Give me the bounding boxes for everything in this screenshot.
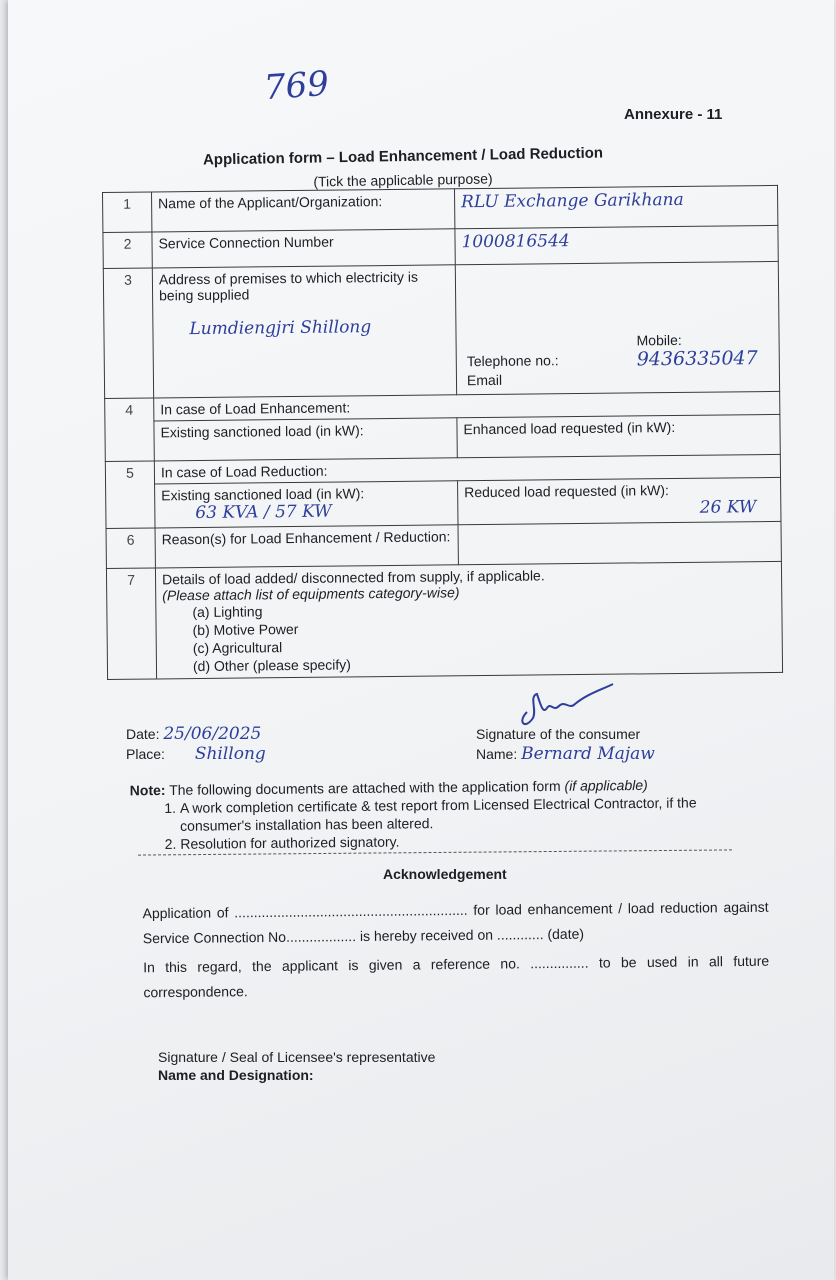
list-item: 1. A work completion certificate & test report from Licensed Electrical Contractor, if the consumer's installation has been altered. [180, 793, 770, 835]
date-place-block [126, 724, 266, 764]
list-item: 2. Resolution for authorized signatory. [180, 829, 770, 853]
field-label: Name of the Applicant/Organization: [152, 189, 455, 232]
place-label: Place: [126, 746, 165, 762]
annexure-label: Annexure - 11 [624, 106, 723, 123]
mobile-field [636, 331, 778, 370]
email-label: Email [466, 371, 503, 389]
reduced-load-cell [458, 477, 781, 524]
row-number: 6 [106, 528, 155, 569]
field-label: Details of load added/ disconnected from supply, if applicable. [161, 567, 545, 588]
place-value[interactable]: Shillong [194, 744, 266, 764]
consumer-name-value[interactable]: Bernard Majaw [521, 744, 655, 764]
row-number: 4 [105, 398, 155, 462]
reduced-load-value[interactable]: 26 KW [699, 497, 757, 518]
row-address [103, 261, 779, 398]
application-table [102, 185, 783, 680]
row-load-details [106, 561, 782, 679]
mobile-value[interactable]: 9436335047 [636, 347, 758, 371]
list-item: (c) Agricultural [192, 639, 283, 657]
address-cell [152, 265, 456, 398]
enhancement-heading: In case of Load Enhancement: [154, 391, 780, 421]
existing-reduction-cell [155, 481, 458, 528]
existing-load-label: Existing sanctioned load (in kW): [161, 485, 365, 504]
handwritten-ref-number: 769 [262, 63, 331, 109]
place-field [126, 744, 266, 764]
field-label: Reason(s) for Load Enhancement / Reduction: [155, 525, 458, 568]
applicant-name-value[interactable]: RLU Exchange Garikhana [454, 185, 777, 228]
row-number: 1 [103, 192, 152, 233]
acknowledgement-body [142, 895, 769, 1010]
row-number: 2 [103, 232, 152, 269]
note-qualifier: (if applicable) [564, 776, 648, 794]
row-enhancement-values [105, 414, 780, 461]
contact-labels [467, 351, 559, 390]
field-label: Address of premises to which electricity is being supplied [158, 268, 419, 304]
list-item: (d) Other (please specify) [192, 656, 351, 675]
enhanced-load-label[interactable]: Enhanced load requested (in kW): [457, 414, 780, 457]
name-designation-label: Name and Designation: [158, 1067, 314, 1083]
existing-load-value[interactable]: 63 KVA / 57 KW [195, 501, 332, 524]
reason-value[interactable] [458, 521, 781, 564]
acknowledgement-title: Acknowledgement [383, 866, 507, 882]
date-field [126, 724, 266, 744]
signature-block [476, 724, 655, 764]
reduction-heading: In case of Load Reduction: [154, 454, 780, 484]
date-label: Date: [126, 726, 160, 742]
ack-line: In this regard, the applicant is given a reference no. ............... to be used in all future correspondence. [143, 952, 770, 1001]
form-subtitle: (Tick the applicable purpose) [313, 170, 493, 190]
row-reduction-values [106, 477, 781, 528]
address-value[interactable]: Lumdiengjri Shillong [189, 317, 372, 340]
row-applicant-name [103, 185, 778, 232]
signature-label: Signature of the consumer [476, 726, 641, 742]
reduced-load-label: Reduced load requested (in kW): [464, 482, 669, 501]
name-field [476, 744, 655, 764]
row-reason [106, 521, 781, 568]
note-text: The following documents are attached with the application form [169, 777, 561, 798]
form-page [8, 0, 834, 1280]
mobile-label: Mobile: [636, 331, 682, 349]
row-number: 7 [106, 568, 156, 680]
contact-cell [455, 261, 779, 394]
form-title: Application form – Load Enhancement / Load Reduction [202, 144, 604, 169]
ack-line: Application of ............................................................ for load enhancement / load reduction against Service Connection No.................. is hereby received on ............ (date) [142, 898, 769, 947]
seal-label: Signature / Seal of Licensee's representative [158, 1049, 436, 1065]
documents-list [130, 793, 771, 854]
name-label: Name: [476, 746, 518, 762]
attach-note: (Please attach list of equipments category-wise) [162, 584, 460, 604]
row-number: 5 [105, 461, 155, 529]
date-value[interactable]: 25/06/2025 [163, 724, 262, 744]
telephone-label: Telephone no.: [466, 352, 559, 370]
load-details-cell [155, 561, 782, 679]
field-label: Service Connection Number [152, 229, 455, 268]
row-number: 3 [103, 268, 153, 399]
licensee-signature-block [158, 1048, 435, 1084]
documents-note [130, 775, 771, 854]
note-prefix: Note: [129, 781, 166, 799]
existing-load-label: Existing sanctioned load (in kW): [154, 418, 457, 461]
service-connection-value[interactable]: 1000816544 [455, 225, 778, 264]
list-item: (a) Lighting [192, 603, 263, 621]
list-item: (b) Motive Power [192, 620, 299, 639]
